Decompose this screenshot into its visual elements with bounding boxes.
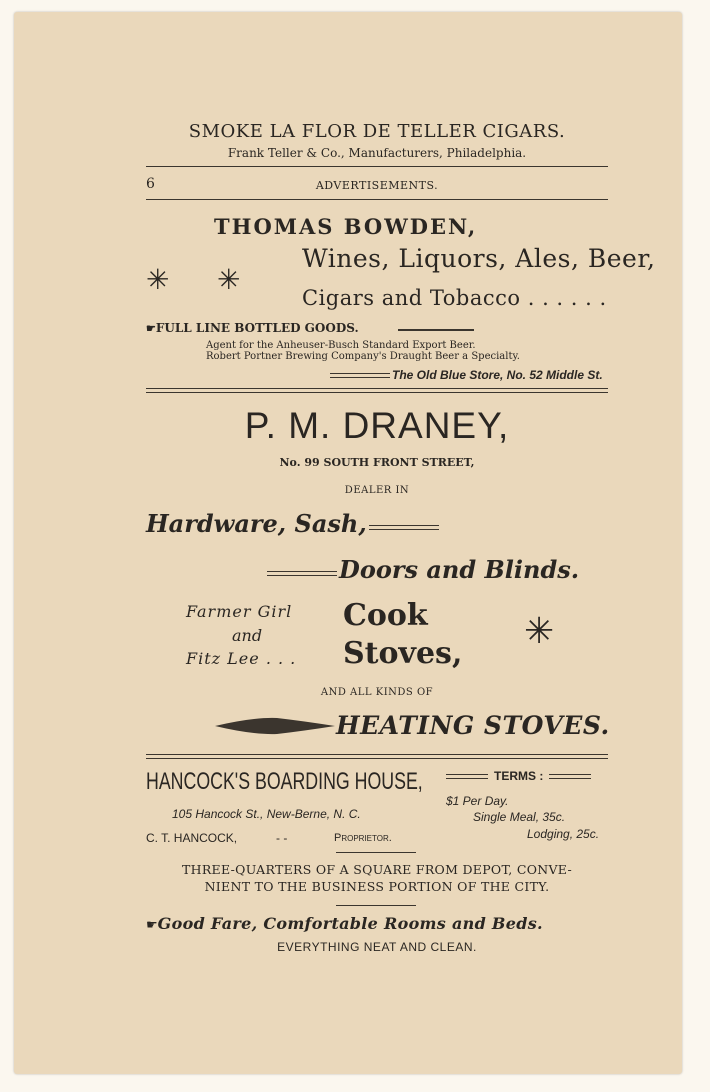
all-kinds-text: AND ALL KINDS OF bbox=[320, 687, 434, 698]
cigar-ad-title: SMOKE LA FLOR DE TELLER CIGARS. bbox=[188, 121, 566, 142]
hancock-location-2: NIENT TO THE BUSINESS PORTION OF THE CITY. bbox=[204, 879, 550, 894]
hancock-proprietor-label: Proprietor. bbox=[334, 832, 392, 844]
pointing-hand-icon: ☛ bbox=[146, 322, 156, 335]
bowden-store-text: The Old Blue Store, No. 52 Middle St. bbox=[392, 368, 603, 382]
bowden-store-line bbox=[330, 368, 603, 382]
bowden-line1: Wines, Liquors, Ales, Beer, bbox=[302, 244, 656, 273]
stove-brand-a: Farmer Girl bbox=[186, 602, 293, 621]
short-rule bbox=[336, 905, 416, 906]
hancock-neat: EVERYTHING NEAT AND CLEAN. bbox=[277, 940, 477, 954]
hancock-location-1: THREE-QUARTERS OF A SQUARE FROM DEPOT, CONVE- bbox=[182, 862, 572, 877]
cigar-ad-subtitle: Frank Teller & Co., Manufacturers, Philadelphia. bbox=[227, 146, 527, 160]
section-divider bbox=[146, 388, 608, 393]
hancock-proprietor-name: C. T. HANCOCK, bbox=[146, 831, 238, 845]
bottled-goods-text: FULL LINE BOTTLED GOODS. bbox=[155, 321, 359, 335]
page-number: 6 bbox=[146, 176, 155, 192]
header-rule-top bbox=[146, 166, 608, 167]
hancock-fare-row bbox=[146, 914, 543, 933]
draney-line2-row bbox=[267, 555, 579, 584]
heating-stoves: HEATING STOVES. bbox=[336, 711, 610, 740]
draney-dealer: DEALER IN bbox=[344, 485, 410, 496]
terms-lead-lines bbox=[446, 774, 488, 779]
terms-trail-lines bbox=[549, 774, 591, 779]
draney-line1: Hardware, Sash, bbox=[146, 509, 367, 538]
header-rule-bottom bbox=[146, 199, 608, 200]
draney-line2: Doors and Blinds. bbox=[339, 555, 580, 584]
star-ornament-icon: ✳ bbox=[217, 263, 241, 296]
term-single-meal: Single Meal, 35c. bbox=[473, 810, 566, 824]
hancock-name: HANCOCK'S BOARDING HOUSE, bbox=[146, 768, 423, 795]
stove-brand-and: and bbox=[232, 626, 263, 645]
star-ornament-icon: ✳ bbox=[524, 611, 555, 652]
bowden-line2: Cigars and Tobacco . . . . . . bbox=[302, 286, 607, 310]
stove-brand-b: Fitz Lee . . . bbox=[186, 649, 297, 668]
cook-word: Cook bbox=[343, 598, 428, 633]
terms-label: TERMS : bbox=[494, 769, 544, 783]
bottled-goods-flourish bbox=[398, 329, 474, 331]
term-per-day: $1 Per Day. bbox=[446, 794, 509, 808]
line2-lead-lines bbox=[267, 571, 337, 576]
star-ornament-icon: ✳ bbox=[146, 263, 170, 296]
draney-name: P. M. DRANEY, bbox=[244, 405, 510, 446]
running-head: ADVERTISEMENTS. bbox=[315, 179, 439, 192]
draney-line1-row bbox=[146, 509, 439, 538]
terms-row bbox=[446, 769, 591, 783]
leaf-flourish-icon bbox=[213, 715, 337, 737]
section-divider bbox=[146, 754, 608, 759]
bottled-goods-line bbox=[146, 321, 359, 335]
line1-trail-lines bbox=[369, 525, 439, 530]
short-rule bbox=[336, 852, 416, 853]
hancock-fare: Good Fare, Comfortable Rooms and Beds. bbox=[157, 914, 543, 933]
pointing-hand-icon: ☛ bbox=[146, 918, 158, 933]
bowden-agent: Agent for the Anheuser-Busch Standard Export Beer. bbox=[206, 340, 476, 351]
bowden-name: THOMAS BOWDEN, bbox=[214, 214, 478, 239]
hancock-address: 105 Hancock St., New-Berne, N. C. bbox=[172, 807, 361, 821]
hancock-dashes: - - bbox=[276, 831, 288, 845]
bowden-portner: Robert Portner Brewing Company's Draught Beer a Specialty. bbox=[206, 351, 520, 362]
stoves-word: Stoves, bbox=[343, 636, 463, 671]
store-lead-lines bbox=[330, 373, 390, 378]
draney-address: No. 99 SOUTH FRONT STREET, bbox=[279, 456, 475, 469]
term-lodging: Lodging, 25c. bbox=[527, 827, 600, 841]
